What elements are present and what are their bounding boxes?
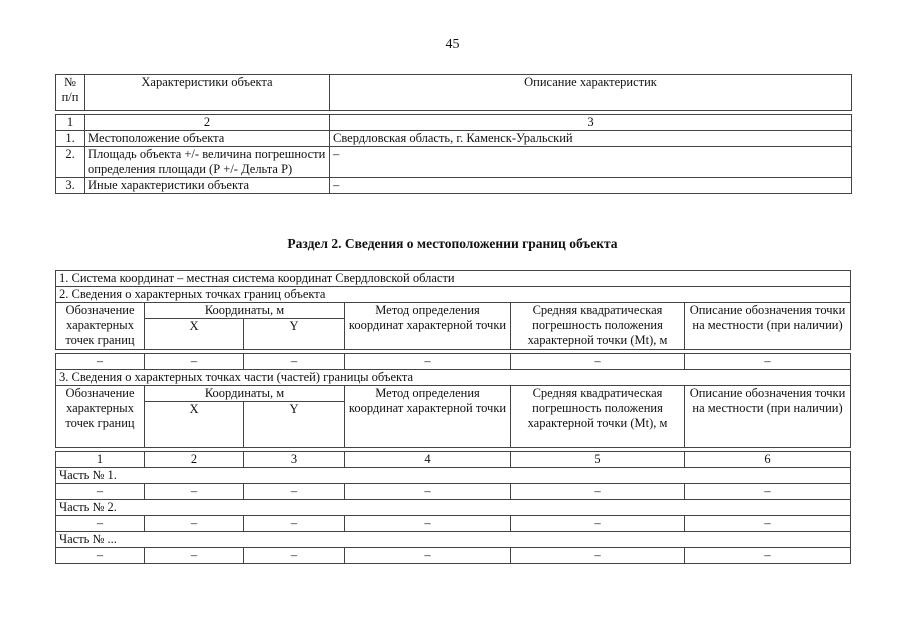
part-label: Часть № 2. xyxy=(56,500,851,516)
col-error: Средняя квадратическая погрешность положения характерной точки (Mt), м xyxy=(511,386,685,448)
col-number: 5 xyxy=(511,452,685,468)
dash-cell: – xyxy=(244,484,345,500)
dash-cell: – xyxy=(345,354,511,370)
dash-cell: – xyxy=(145,548,244,564)
row-characteristic: Местоположение объекта xyxy=(85,131,330,147)
col-x: X xyxy=(145,402,244,448)
dash-cell: – xyxy=(511,354,685,370)
index-cell: 1 xyxy=(56,115,85,131)
part-label: Часть № ... xyxy=(56,532,851,548)
table-row xyxy=(56,516,851,532)
part3-title: 3. Сведения о характерных точках части (частей) границы объекта xyxy=(56,370,851,386)
coordinate-system: 1. Система координат – местная система координат Свердловской области xyxy=(56,271,851,287)
col-designation: Обозначение характерных точек границ xyxy=(56,386,145,448)
dash-cell: – xyxy=(511,484,685,500)
col-error: Средняя квадратическая погрешность положения характерной точки (Mt), м xyxy=(511,303,685,350)
index-cell: 2 xyxy=(85,115,330,131)
dash-cell: – xyxy=(345,484,511,500)
table-header-row xyxy=(56,75,852,111)
dash-cell: – xyxy=(145,354,244,370)
boundary-points-table xyxy=(55,270,851,564)
dash-cell: – xyxy=(685,354,851,370)
col-coords: Координаты, м xyxy=(145,303,345,319)
row-characteristic: Площадь объекта +/- величина погрешности определения площади (Р +/- Дельта Р) xyxy=(85,147,330,178)
col-number: 2 xyxy=(145,452,244,468)
index-cell: 3 xyxy=(330,115,852,131)
table-row xyxy=(56,178,852,194)
header-cell: Характеристики объекта xyxy=(85,75,330,111)
col-method: Метод определения координат характерной точки xyxy=(345,386,511,448)
col-number: 4 xyxy=(345,452,511,468)
col-number: 3 xyxy=(244,452,345,468)
row-description: – xyxy=(330,147,852,178)
dash-cell: – xyxy=(244,548,345,564)
col-number: 1 xyxy=(56,452,145,468)
col-description: Описание обозначения точки на местности (при наличии) xyxy=(685,386,851,448)
col-number: 6 xyxy=(685,452,851,468)
part-label: Часть № 1. xyxy=(56,468,851,484)
row-number: 2. xyxy=(56,147,85,178)
column-number-row xyxy=(56,452,851,468)
index-row xyxy=(56,115,852,131)
dash-cell: – xyxy=(511,516,685,532)
dash-cell: – xyxy=(244,516,345,532)
col-y: Y xyxy=(244,319,345,350)
col-description: Описание обозначения точки на местности (при наличии) xyxy=(685,303,851,350)
dash-cell: – xyxy=(244,354,345,370)
page-number: 45 xyxy=(445,37,460,52)
col-x: X xyxy=(145,319,244,350)
col-coords: Координаты, м xyxy=(145,386,345,402)
dash-cell: – xyxy=(685,516,851,532)
row-number: 3. xyxy=(56,178,85,194)
row-characteristic: Иные характеристики объекта xyxy=(85,178,330,194)
table-row xyxy=(56,484,851,500)
dash-cell: – xyxy=(685,548,851,564)
col-designation: Обозначение характерных точек границ xyxy=(56,303,145,350)
dash-cell: – xyxy=(56,548,145,564)
dash-cell: – xyxy=(511,548,685,564)
table-row xyxy=(56,147,852,178)
dash-cell: – xyxy=(145,484,244,500)
dash-cell: – xyxy=(56,484,145,500)
dash-cell: – xyxy=(56,354,145,370)
col-y: Y xyxy=(244,402,345,448)
table-row xyxy=(56,131,852,147)
col-method: Метод определения координат характерной точки xyxy=(345,303,511,350)
dash-cell: – xyxy=(685,484,851,500)
object-characteristics-table xyxy=(55,74,852,194)
dash-cell: – xyxy=(345,548,511,564)
section-title: Раздел 2. Сведения о местоположении границ объекта xyxy=(287,236,618,251)
part2-title: 2. Сведения о характерных точках границ объекта xyxy=(56,287,851,303)
dash-cell: – xyxy=(56,516,145,532)
row-number: 1. xyxy=(56,131,85,147)
table-row xyxy=(56,354,851,370)
row-description: Свердловская область, г. Каменск-Уральский xyxy=(330,131,852,147)
table-row xyxy=(56,548,851,564)
header-cell: № п/п xyxy=(56,75,85,111)
dash-cell: – xyxy=(145,516,244,532)
dash-cell: – xyxy=(345,516,511,532)
row-description: – xyxy=(330,178,852,194)
header-cell: Описание характеристик xyxy=(330,75,852,111)
